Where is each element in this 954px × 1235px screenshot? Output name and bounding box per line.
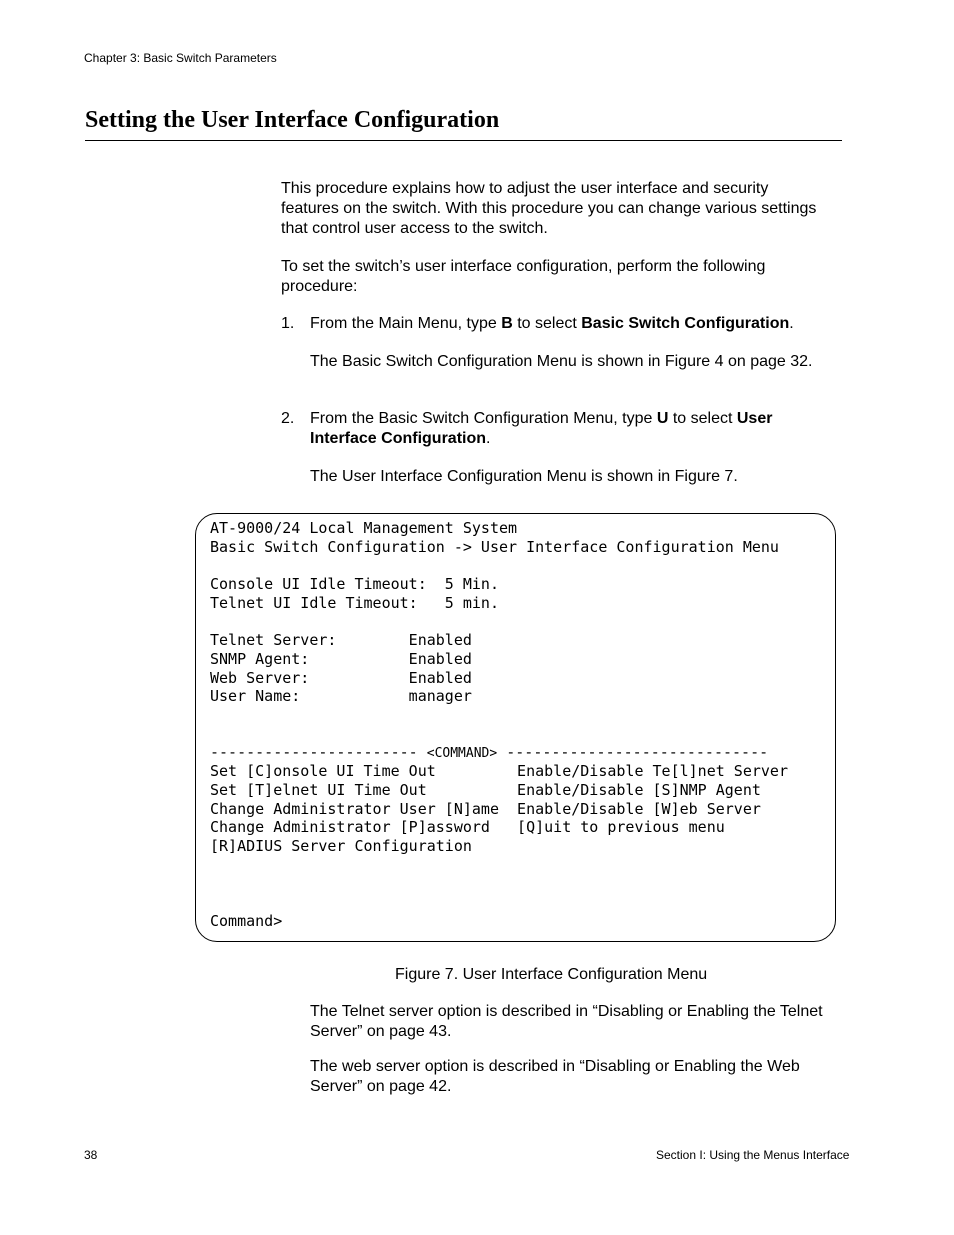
- page-number: 38: [84, 1148, 98, 1162]
- terminal-console-timeout: Console UI Idle Timeout: 5 Min.: [210, 575, 499, 593]
- terminal-menu-row: Change Administrator User [N]ame Enable/Disable [W]eb Server: [210, 800, 761, 818]
- step-2-text: [310, 409, 825, 449]
- terminal-snmp-agent: SNMP Agent: Enabled: [210, 650, 472, 668]
- terminal-command-prompt: Command>: [210, 912, 283, 930]
- terminal-user-name: User Name: manager: [210, 687, 472, 705]
- terminal-telnet-server: Telnet Server: Enabled: [210, 631, 472, 649]
- divider-label: <COMMAND>: [426, 746, 498, 761]
- terminal-menu-row: Set [T]elnet UI Time Out Enable/Disable [S]NMP Agent: [210, 781, 761, 799]
- title-rule: [85, 140, 842, 141]
- step-2-mid: to select: [668, 410, 737, 427]
- page-title: Setting the User Interface Configuration: [85, 107, 500, 133]
- terminal-menu-path: Basic Switch Configuration -> User Interface Configuration Menu: [210, 538, 779, 556]
- terminal-menu-row: Change Administrator [P]assword [Q]uit to previous menu: [210, 818, 725, 836]
- step-1-mid: to select: [512, 315, 582, 332]
- divider-left: -----------------------: [210, 743, 427, 761]
- step-2-number: 2.: [281, 410, 295, 427]
- terminal-telnet-timeout: Telnet UI Idle Timeout: 5 min.: [210, 594, 499, 612]
- step-2-pre: From the Basic Switch Configuration Menu, type: [310, 410, 657, 427]
- step-1-pre: From the Main Menu, type: [310, 315, 502, 332]
- step-1-text: [310, 314, 840, 334]
- step-2-key: U: [656, 410, 669, 427]
- divider-right: -----------------------------: [497, 743, 769, 761]
- step-1-target: Basic Switch Configuration: [581, 315, 790, 332]
- section-footer: Section I: Using the Menus Interface: [656, 1148, 850, 1162]
- lead-paragraph: To set the switch’s user interface configuration, perform the following procedure:: [281, 258, 766, 295]
- figure-caption: Figure 7. User Interface Configuration Menu: [395, 966, 708, 983]
- terminal-menu-row: Set [C]onsole UI Time Out Enable/Disable Te[l]net Server: [210, 762, 788, 780]
- step-2-target: User Interface Configuration: [310, 410, 773, 447]
- telnet-note: The Telnet server option is described in “Disabling or Enabling the Telnet Server” on page 43.: [310, 1003, 823, 1040]
- terminal-menu-row: [R]ADIUS Server Configuration: [210, 837, 472, 855]
- step-1-key: B: [501, 315, 513, 332]
- step-1-result: The Basic Switch Configuration Menu is shown in Figure 4 on page 32.: [310, 353, 813, 370]
- terminal-command-divider: [210, 743, 768, 763]
- terminal-system-name: AT-9000/24 Local Management System: [210, 519, 518, 537]
- chapter-header: Chapter 3: Basic Switch Parameters: [84, 51, 277, 65]
- step-1-number: 1.: [281, 315, 295, 332]
- terminal-web-server: Web Server: Enabled: [210, 669, 472, 687]
- step-2-result: The User Interface Configuration Menu is shown in Figure 7.: [310, 468, 738, 485]
- step-1-post: .: [789, 315, 794, 332]
- intro-paragraph: This procedure explains how to adjust the user interface and security features on the switch. With this procedure you can change various settings that control user access to the switch.: [281, 180, 817, 237]
- step-2-post: .: [486, 430, 491, 447]
- web-note: The web server option is described in “Disabling or Enabling the Web Server” on page 42.: [310, 1058, 800, 1095]
